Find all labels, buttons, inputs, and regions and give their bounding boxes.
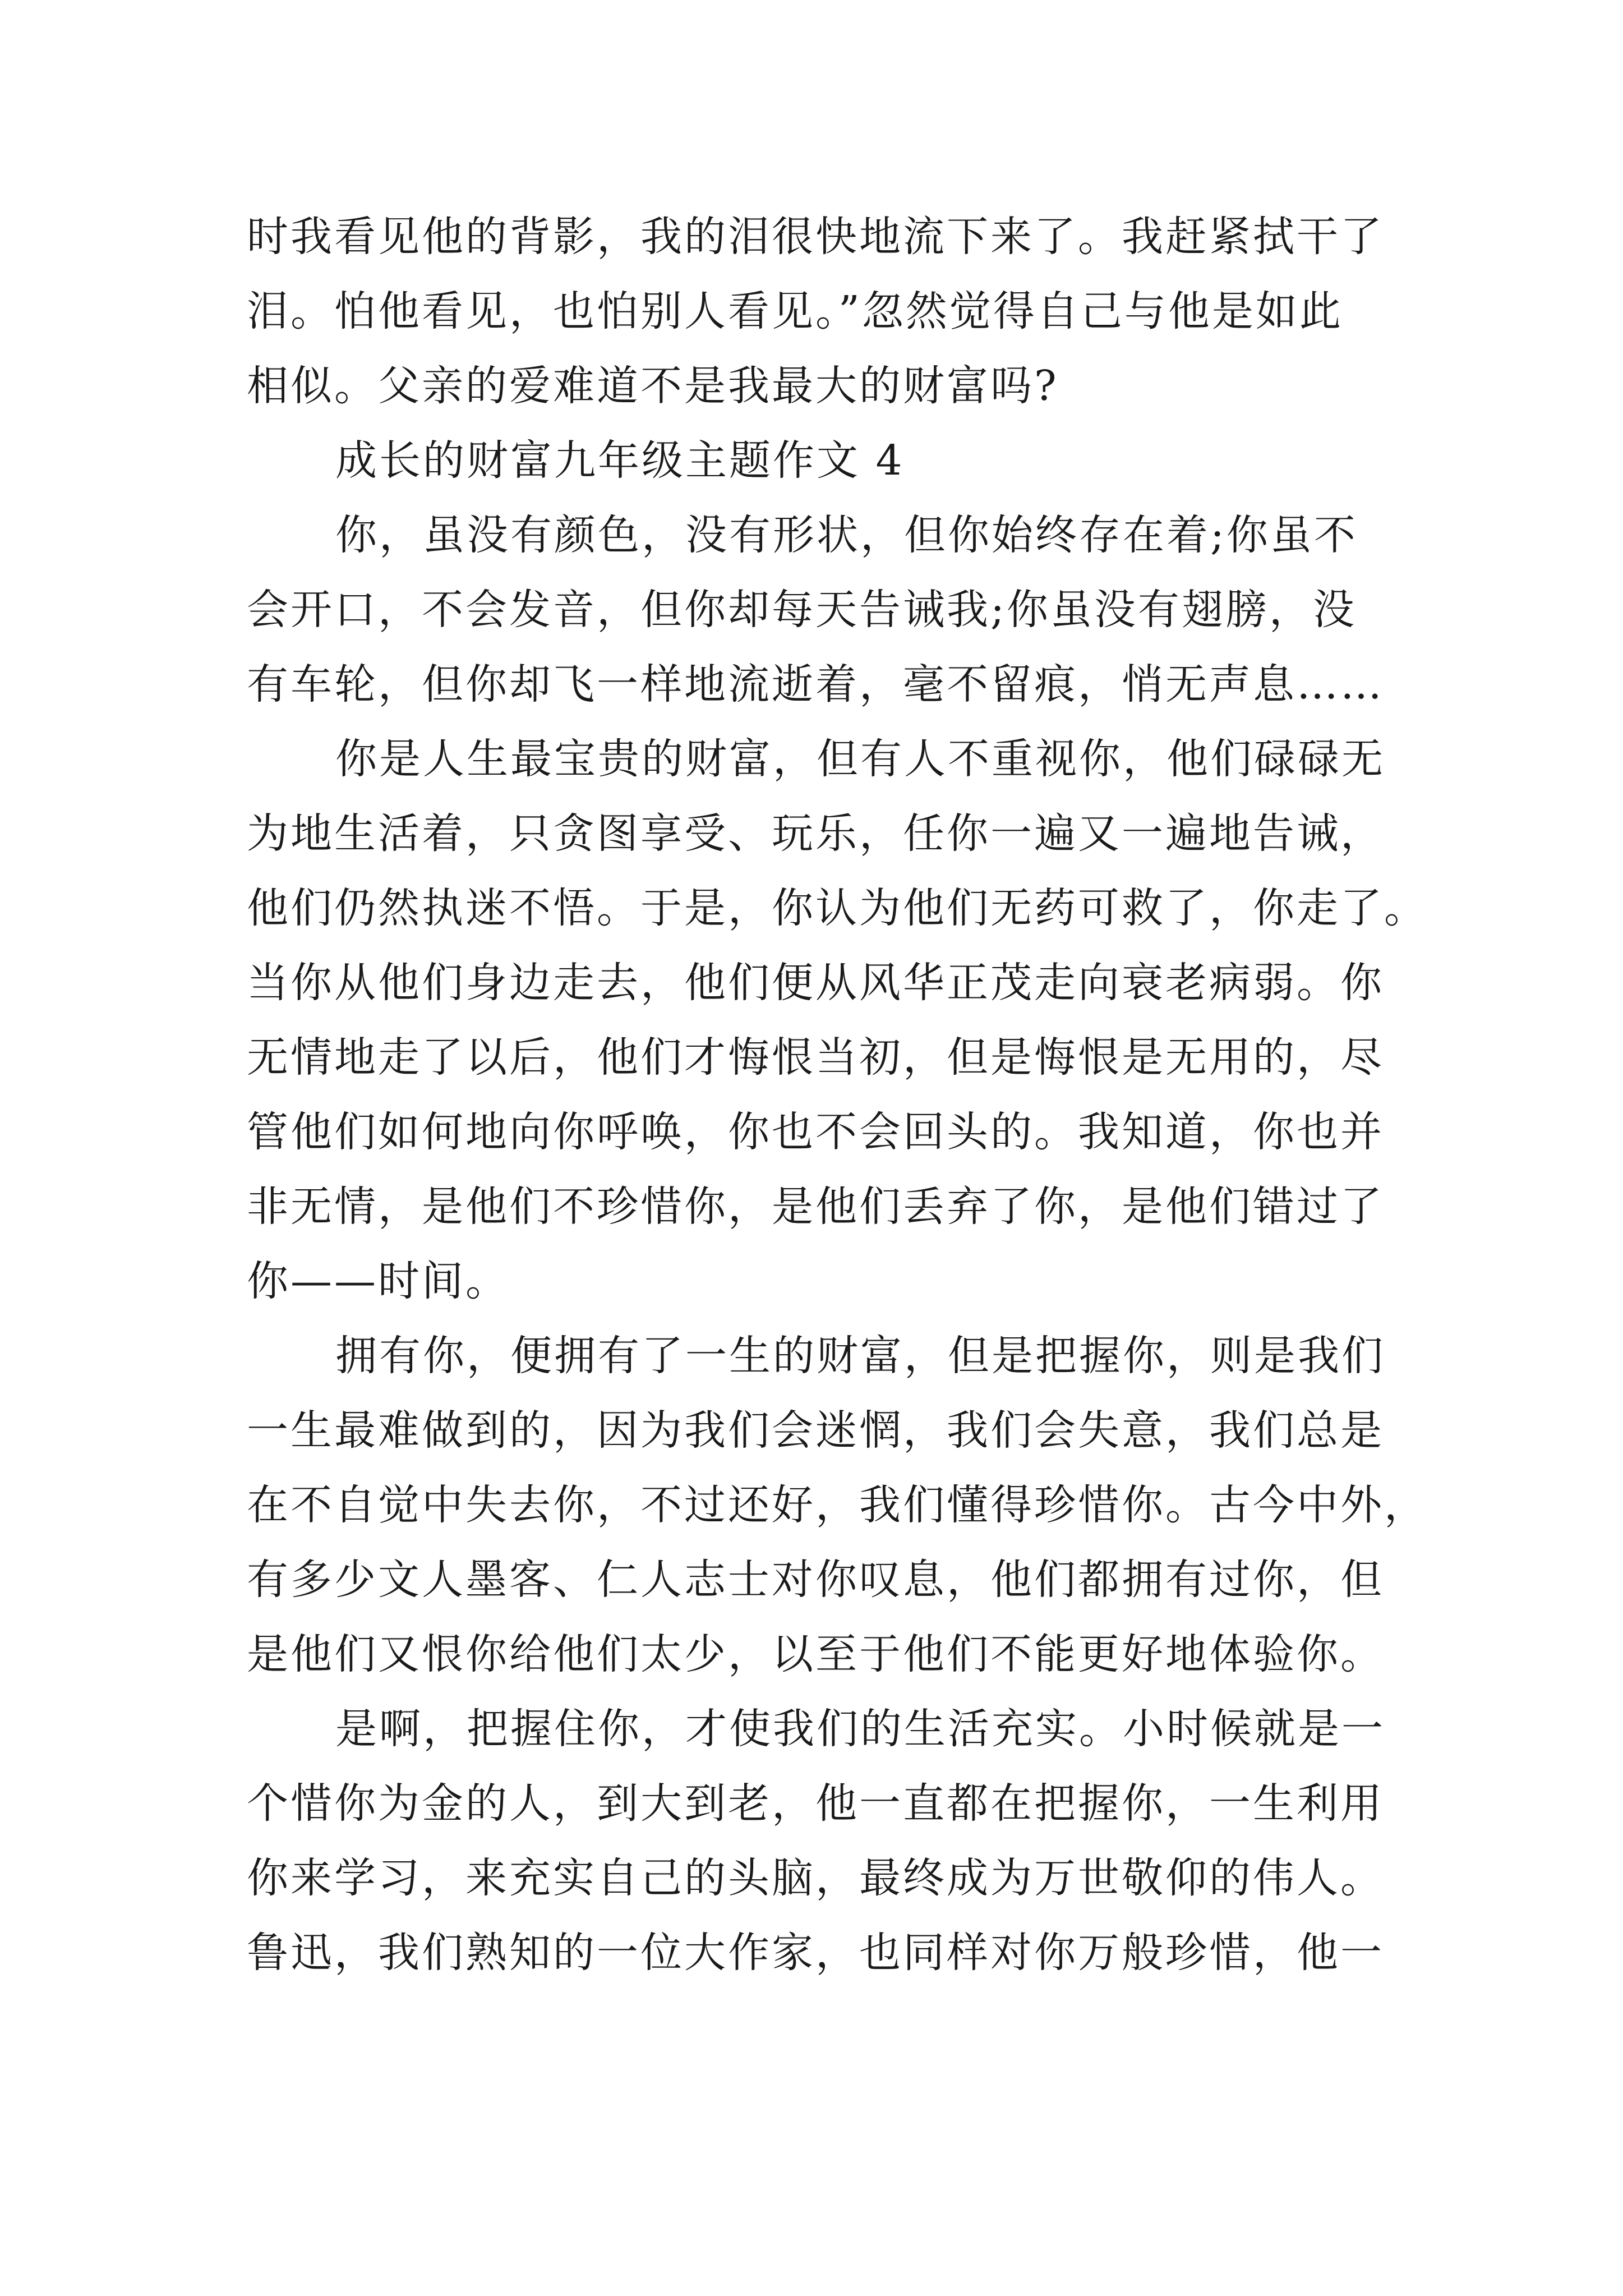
text-line: 有多少文人墨客、仁人志士对你叹息，他们都拥有过你，但 bbox=[247, 1556, 1384, 1604]
text-line: 无情地走了以后，他们才悔恨当初，但是悔恨是无用的，尽 bbox=[247, 1033, 1384, 1082]
text-line: 你，虽没有颜色，没有形状，但你始终存在着;你虽不 bbox=[335, 511, 1358, 559]
text-line: 时我看见他的背影，我的泪很快地流下来了。我赶紧拭干了 bbox=[247, 213, 1384, 261]
text-line: 是他们又恨你给他们太少，以至于他们不能更好地体验你。 bbox=[247, 1630, 1384, 1678]
text-line: 为地生活着，只贪图享受、玩乐，任你一遍又一遍地告诫， bbox=[247, 809, 1384, 858]
text-line: 你是人生最宝贵的财富，但有人不重视你，他们碌碌无 bbox=[335, 735, 1385, 783]
text-line: 鲁迅，我们熟知的一位大作家，也同样对你万般珍惜，他一 bbox=[247, 1929, 1384, 1977]
text-line: 管他们如何地向你呼唤，你也不会回头的。我知道，你也并 bbox=[247, 1108, 1384, 1156]
text-line: 一生最难做到的，因为我们会迷惘，我们会失意，我们总是 bbox=[247, 1406, 1384, 1455]
text-line: 非无情，是他们不珍惜你，是他们丢弃了你，是他们错过了 bbox=[247, 1182, 1384, 1231]
text-line: 他们仍然执迷不悟。于是，你认为他们无药可救了，你走了。 bbox=[247, 884, 1428, 932]
text-line: 是啊，把握住你，才使我们的生活充实。小时候就是一 bbox=[335, 1705, 1385, 1753]
text-line: 你来学习，来充实自己的头脑，最终成为万世敬仰的伟人。 bbox=[247, 1854, 1384, 1902]
text-line: 有车轮，但你却飞一样地流逝着，毫不留痕，悄无声息…… bbox=[247, 660, 1384, 708]
text-line: 你——时间。 bbox=[247, 1257, 509, 1305]
section-heading: 成长的财富九年级主题作文 4 bbox=[335, 436, 905, 485]
text-line: 拥有你，便拥有了一生的财富，但是把握你，则是我们 bbox=[335, 1332, 1385, 1380]
text-line: 个惜你为金的人，到大到老，他一直都在把握你，一生利用 bbox=[247, 1779, 1384, 1828]
text-line: 会开口，不会发音，但你却每天告诫我;你虽没有翅膀，没 bbox=[247, 586, 1357, 634]
text-line: 在不自觉中失去你，不过还好，我们懂得珍惜你。古今中外， bbox=[247, 1481, 1428, 1529]
text-line: 泪。怕他看见，也怕别人看见。”忽然觉得自己与他是如此 bbox=[247, 287, 1343, 335]
text-line: 相似。父亲的爱难道不是我最大的财富吗? bbox=[247, 362, 1059, 410]
text-line: 当你从他们身边走去，他们便从风华正茂走向衰老病弱。你 bbox=[247, 959, 1384, 1007]
